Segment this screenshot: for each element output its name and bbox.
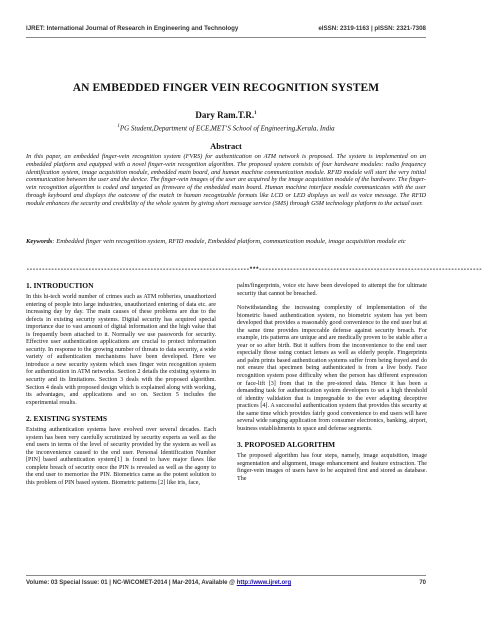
affiliation-text: PG Student,Department of ECE,MET’S School of Engineering,Kerala, India — [119, 124, 335, 133]
proposed-algorithm-heading: 3. PROPOSED ALGORITHM — [237, 440, 336, 450]
biometrics-paragraph: Notwithstanding the increasing complexity of implementation of the biometric based authentication system, no biometric system has yet been developed that provides a reasonably good convenience to the end user but at the same time provides impeccable defense against security breach. For example, iris patterns are unique and are medically proven to be stable after a year or so after birth. But it suffers from the inconvenience to the end user especially those using contact lenses as well as elderly people. Fingerprints and palm prints based authentication systems suffer from being frayed and do not ensure that specimen being authenticated is from a live body. Face recognition system pose difficulty when the person has different expression or face-lift [3] from that in the pre-stored data. Hence it has been a demanding task for authentication system developers to set a high threshold of identity validation that is impregnable to the ever adapting deceptive practices [4]. A successful authentication system that provides this security at the same time which provides fairly good convenience to end users will have several wide ranging application from consumer electronics, banking, airport, business establishments to space and defense segments. — [237, 305, 427, 432]
page-number: 70 — [419, 580, 426, 586]
footer-rule — [26, 575, 426, 576]
abstract-heading: Abstract — [210, 141, 242, 151]
footer-text: Volume: 03 Special Issue: 01 | NC-WiCOMET-2014 | Mar-2014, Available @ — [26, 580, 237, 586]
keywords-label: Keywords — [26, 238, 53, 245]
affiliation-superscript: 1 — [117, 124, 120, 129]
author-superscript: 1 — [254, 111, 257, 116]
introduction-paragraph: In this hi-tech world number of crimes such as ATM robberies, unauthorized entering of people into large industries, unauthorized entering of data etc. are increasing day by day. The main causes of these problems are due to the defects in existing security systems. Digital security has acquired special importance due to vast amount of digital information and the high value that is frequently been attached to it. Normally we use passwords for security. Effective user authentication applications are crucial to protect information security. In response to the growing number of threats to data security, a wide variety of authentication mechanisms have been developed. Here we introduce a new security system which uses finger vein recognition system for authentication in ATM networks. Section 2 details the existing systems in security and its limitations. Section 3 deals with the proposed algorithm. Section 4 deals with proposed design which is explained along with working, its advantages, and applications and so on. Section 5 includes the experimental results. — [26, 294, 216, 406]
journal-name: IJRET: International Journal of Research in Engineering and Technology — [26, 25, 239, 32]
header-rule — [26, 37, 426, 38]
section-separator: ------------------------------------------------------------------------***------------------------------------------------------------------------ — [26, 266, 482, 273]
author-name: Dary Ram.T.R. — [195, 110, 255, 120]
paper-title: AN EMBEDDED FINGER VEIN RECOGNITION SYSTEM — [72, 82, 380, 94]
right-column — [237, 283, 427, 491]
affiliation — [26, 124, 426, 132]
footer — [26, 580, 426, 586]
issn: eISSN: 2319-1163 | pISSN: 2321-7308 — [318, 25, 426, 32]
proposed-algorithm-paragraph: The proposed algorithm has four steps, namely, image acquisition, image segmentation and alignment, image enhancement and feature extraction. The finger-vein images of users have to be acquired first and stored as database. The — [237, 453, 427, 483]
abstract-text: In this paper, an embedded finger-vein recognition system (FVRS) for authentication on ATM network is proposed. The system is implemented on an embedded platform and equipped with a novel finger-vein recognition algorithm. The proposed system consists of four hardware modules: radio frequency identification system, image acquisition module, embedded main board, and human machine communication module. RFID module will start the very initial communication between the user and the device. The finger-vein images of the user are acquired by the image acquisition module of the hardware. The finger-vein recognition algorithm is coded and targeted as firmware of the embedded main board. Human machine interface module communicates with the user through keyboard and displays the outcome of the match in human recognizable formats like LCD or LED displays as well as voice message. The RFID module enhances the security and credibility of the whole system by giving short message service (SMS) through GSM technology platform to the actual user. — [26, 153, 426, 207]
left-column — [26, 281, 216, 495]
existing-systems-heading: 2. EXISTING SYSTEMS — [26, 414, 108, 424]
footer-info — [26, 580, 291, 586]
keywords-text: : Embedded finger vein recognition system, RFID module, Embedded platform, communication module, image acquisition module etc — [52, 238, 406, 245]
existing-continued-paragraph: palm/fingerprints, voice etc have been developed to attempt the for ultimate security that cannot be breached. — [237, 283, 427, 297]
journal-link[interactable]: http://www.ijret.org — [236, 580, 292, 586]
introduction-heading: 1. INTRODUCTION — [26, 281, 94, 290]
existing-systems-paragraph: Existing authentication systems have evolved over several decades. Each system has been very carefully scrutinized by security experts as well as the end users in terms of the level of security provided by the system as well as the inconvenience caused to the end user. Personal Identification Number [PIN] based authentication system[1] is found to have major flaws like complete breach of security once the PIN is revealed as well as the agony to the end user to memorize the PIN. Biometrics came as the potent solution to this problem of PIN based system. Biometric patterns [2] like iris, face, — [26, 427, 216, 487]
keywords — [26, 236, 426, 248]
author — [26, 110, 426, 120]
journal-header — [26, 25, 426, 32]
